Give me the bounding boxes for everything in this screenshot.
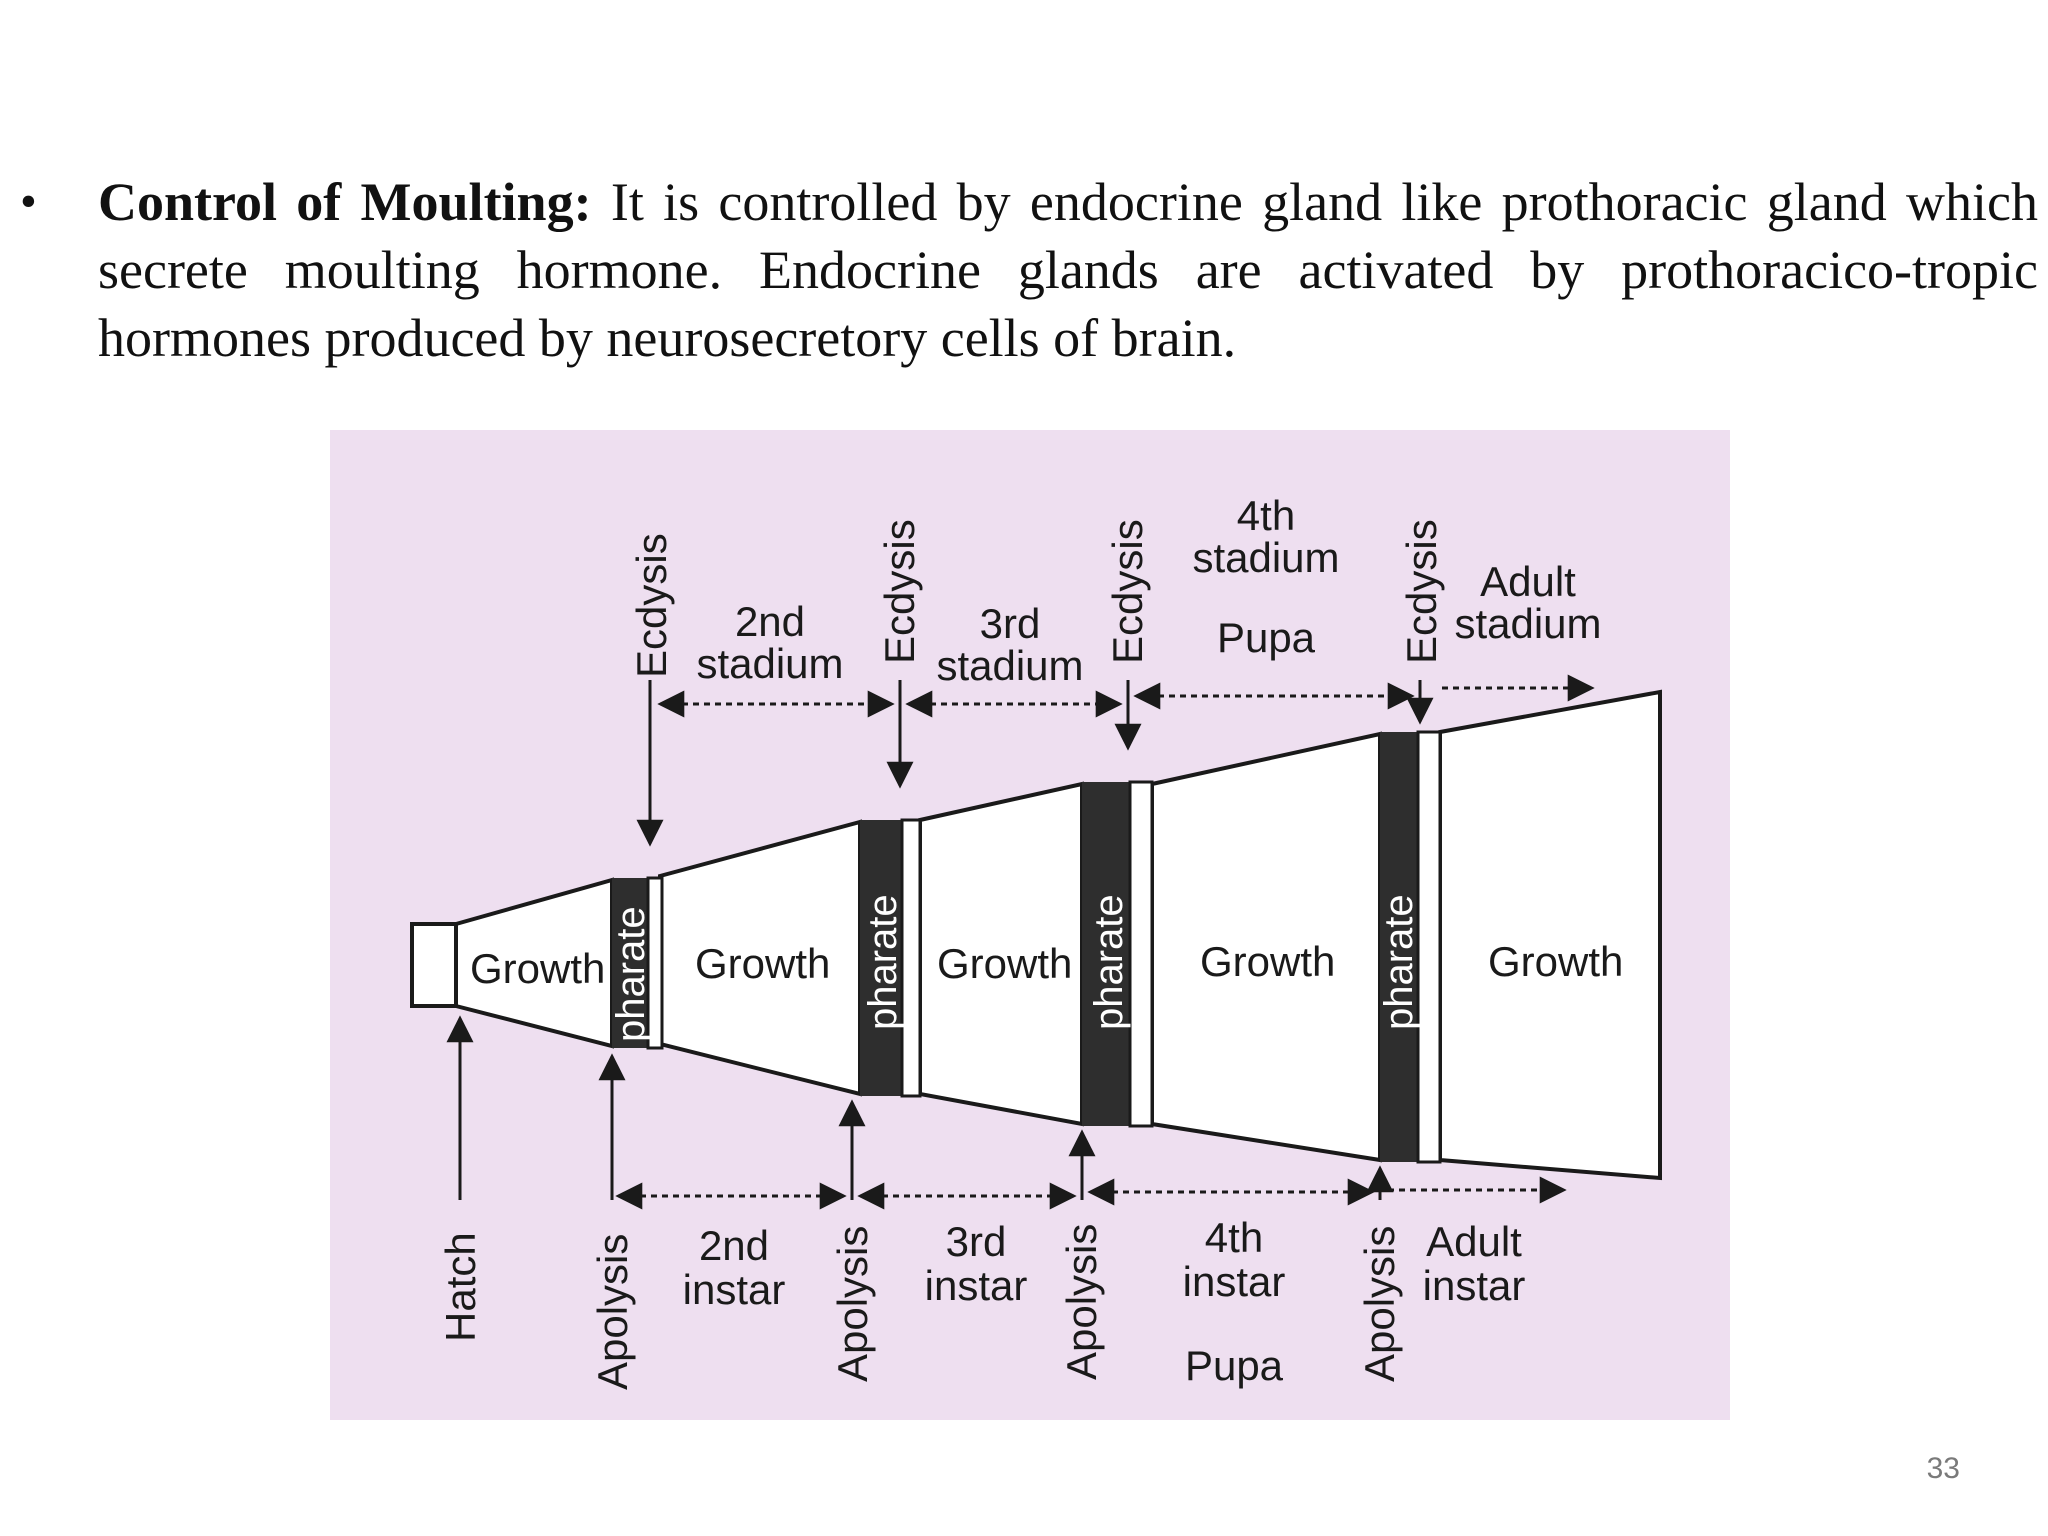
stadium-label-3-line1: 4th (1236, 492, 1296, 539)
moulting-diagram-svg (330, 430, 1730, 1420)
stadium-label-3-line3: Pupa (1216, 614, 1316, 661)
apolysis-label-2: Apolysis (829, 1225, 876, 1382)
ecdysis-label-2: Ecdysis (876, 519, 923, 664)
growth-label-3: Growth (937, 940, 1073, 987)
instar-label-2-line1: 3rd (945, 1218, 1007, 1265)
stadium-label-3-line2: stadium (1192, 534, 1340, 581)
stadium-label-2-line1: 3rd (979, 600, 1041, 647)
growth-label-5: Growth (1488, 938, 1624, 985)
stadium-label-1-line1: 2nd (734, 598, 806, 645)
growth-label-2: Growth (695, 940, 831, 987)
stadium-label-1-line2: stadium (696, 640, 844, 687)
ecdysis-label-3: Ecdysis (1104, 519, 1151, 664)
ecdysis-label-1: Ecdysis (628, 533, 675, 678)
instar-label-4-line1: Adult (1426, 1218, 1522, 1265)
instar-label-3-line1: 4th (1204, 1214, 1264, 1261)
instar-label-1-line1: 2nd (698, 1222, 770, 1269)
pharate-label-3: pharate (1087, 894, 1131, 1030)
bullet-paragraph (98, 168, 2038, 372)
ecdysis-label-4: Ecdysis (1398, 519, 1445, 664)
growth-label-4: Growth (1200, 938, 1336, 985)
stadium-label-2-line2: stadium (936, 642, 1084, 689)
apolysis-label-1: Apolysis (589, 1233, 636, 1390)
bullet-heading: Control of Moulting: (98, 172, 592, 232)
moulting-diagram (330, 430, 1730, 1420)
page-number: 33 (1926, 1452, 1960, 1485)
hatch-box (412, 924, 456, 1006)
instar-label-4-line2: instar (1422, 1262, 1526, 1309)
instar-label-2-line2: instar (924, 1262, 1028, 1309)
growth-label-1: Growth (470, 945, 606, 992)
stadium-label-4-line1: Adult (1480, 558, 1576, 605)
apolysis-label-4: Apolysis (1356, 1225, 1403, 1382)
growth-segment-5 (1440, 692, 1660, 1178)
bullet-symbol: • (20, 175, 37, 228)
hatch-label: Hatch (437, 1232, 484, 1342)
pharate-label-4: pharate (1377, 894, 1421, 1030)
pharate-label-1: pharate (609, 906, 653, 1042)
bullet-body: It is controlled by endocrine gland like prothoracic gland which secrete moulting hormone. Endocrine glands are activated by prothoracico-tropic hormones produced by neurosecretory cells of brain. (98, 172, 2038, 368)
pharate-label-2: pharate (861, 894, 905, 1030)
instar-label-3-line3: Pupa (1184, 1342, 1284, 1389)
instar-label-3-line2: instar (1182, 1258, 1286, 1305)
stadium-label-4-line2: stadium (1454, 600, 1602, 647)
instar-label-1-line2: instar (682, 1266, 786, 1313)
apolysis-label-3: Apolysis (1058, 1223, 1105, 1380)
